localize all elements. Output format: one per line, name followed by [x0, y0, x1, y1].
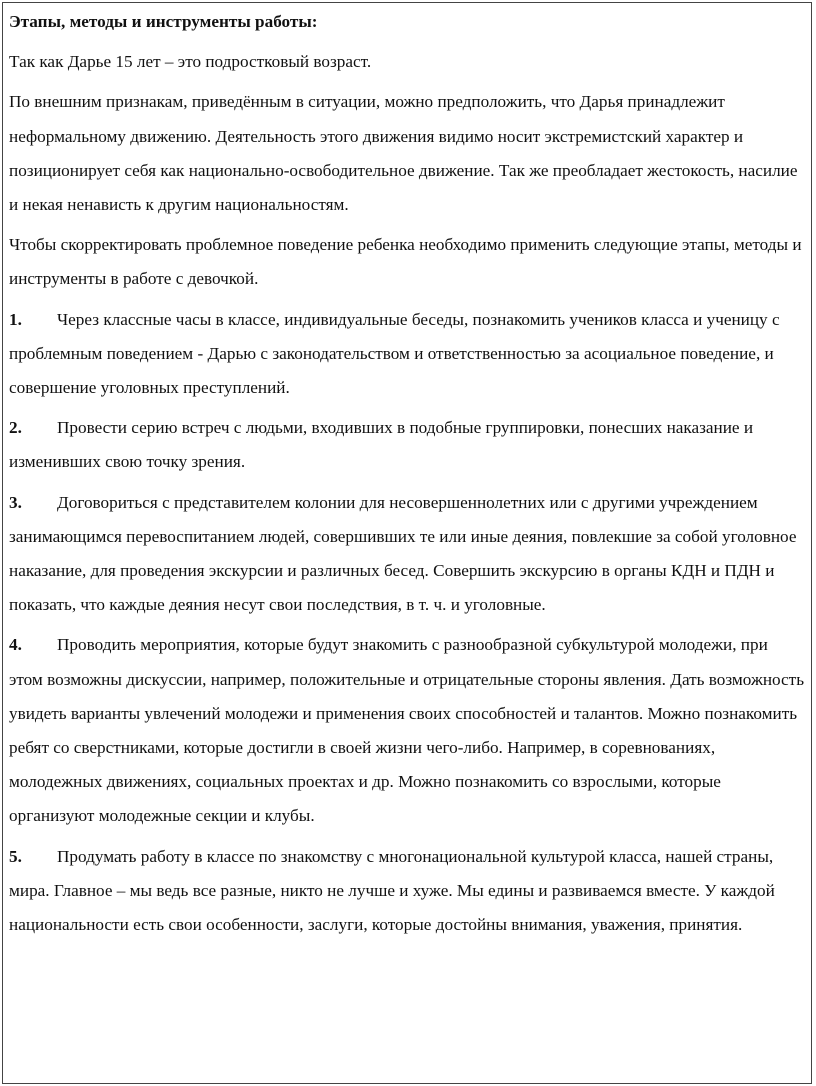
list-item-text: Через классные часы в классе, индивидуальные беседы, познакомить учеников класса и ученицу с проблемным поведением - Дарью с законодательством и ответственностью за асоциальное поведение, и совершение уголовных преступлений.	[9, 309, 780, 398]
paragraph-assessment: По внешним признакам, приведённым в ситуации, можно предположить, что Дарья принадлежит неформальному движению. Деятельность этого движения видимо носит экстремистский характер и позиционирует себя как национально-освободительное движение. Так же преобладает жестокость, насилие и некая ненависть к другим национальностям.	[9, 92, 798, 215]
list-item-text: Договориться с представителем колонии для несовершеннолетних или с другими учреждением занимающимся перевоспитанием людей, совершивших те или иные деяния, повлекшие за собой уголовное наказание, для проведения экскурсии и различных бесед. Совершить экскурсию в органы КДН и ПДН и показать, что каждые деяния несут свои последствия, в т. ч. и уголовные.	[9, 492, 797, 615]
list-item-4	[9, 628, 805, 833]
list-item-number: 5.	[9, 846, 22, 866]
list-item-1	[9, 303, 805, 406]
list-item-number: 3.	[9, 492, 22, 512]
paragraph-intro: Чтобы скорректировать проблемное поведение ребенка необходимо применить следующие этапы, методы и инструменты в работе с девочкой.	[9, 235, 802, 289]
paragraph-age: Так как Дарье 15 лет – это подростковый возраст.	[9, 52, 372, 72]
list-item-3	[9, 486, 805, 623]
document-body	[9, 5, 805, 948]
list-item-5	[9, 840, 805, 943]
list-item-number: 2.	[9, 418, 22, 438]
list-item-number: 4.	[9, 635, 22, 655]
list-item-number: 1.	[9, 309, 22, 329]
list-item-text: Продумать работу в классе по знакомству с многонациональной культурой класса, нашей страны, мира. Главное – мы ведь все разные, никто не лучше и хуже. Мы едины и развиваемся вместе. У каждой национальности есть свои особенности, заслуги, которые достойны внимания, уважения, принятия.	[9, 846, 775, 935]
document-title: Этапы, методы и инструменты работы:	[9, 12, 318, 31]
list-item-text: Проводить мероприятия, которые будут знакомить с разнообразной субкультурой молодежи, при этом возможны дискуссии, например, положительные и отрицательные стороны явления. Дать возможность увидеть варианты увлечений молодежи и применения своих способностей и талантов. Можно познакомить ребят со сверстниками, которые достигли в своей жизни чего-либо. Например, в соревнованиях, молодежных движениях, социальных проектах и др. Можно познакомить со взрослыми, которые организуют молодежные секции и клубы.	[9, 635, 805, 826]
list-item-2	[9, 411, 805, 479]
list-item-text: Провести серию встреч с людьми, входивших в подобные группировки, понесших наказание и изменивших свою точку зрения.	[9, 418, 754, 472]
